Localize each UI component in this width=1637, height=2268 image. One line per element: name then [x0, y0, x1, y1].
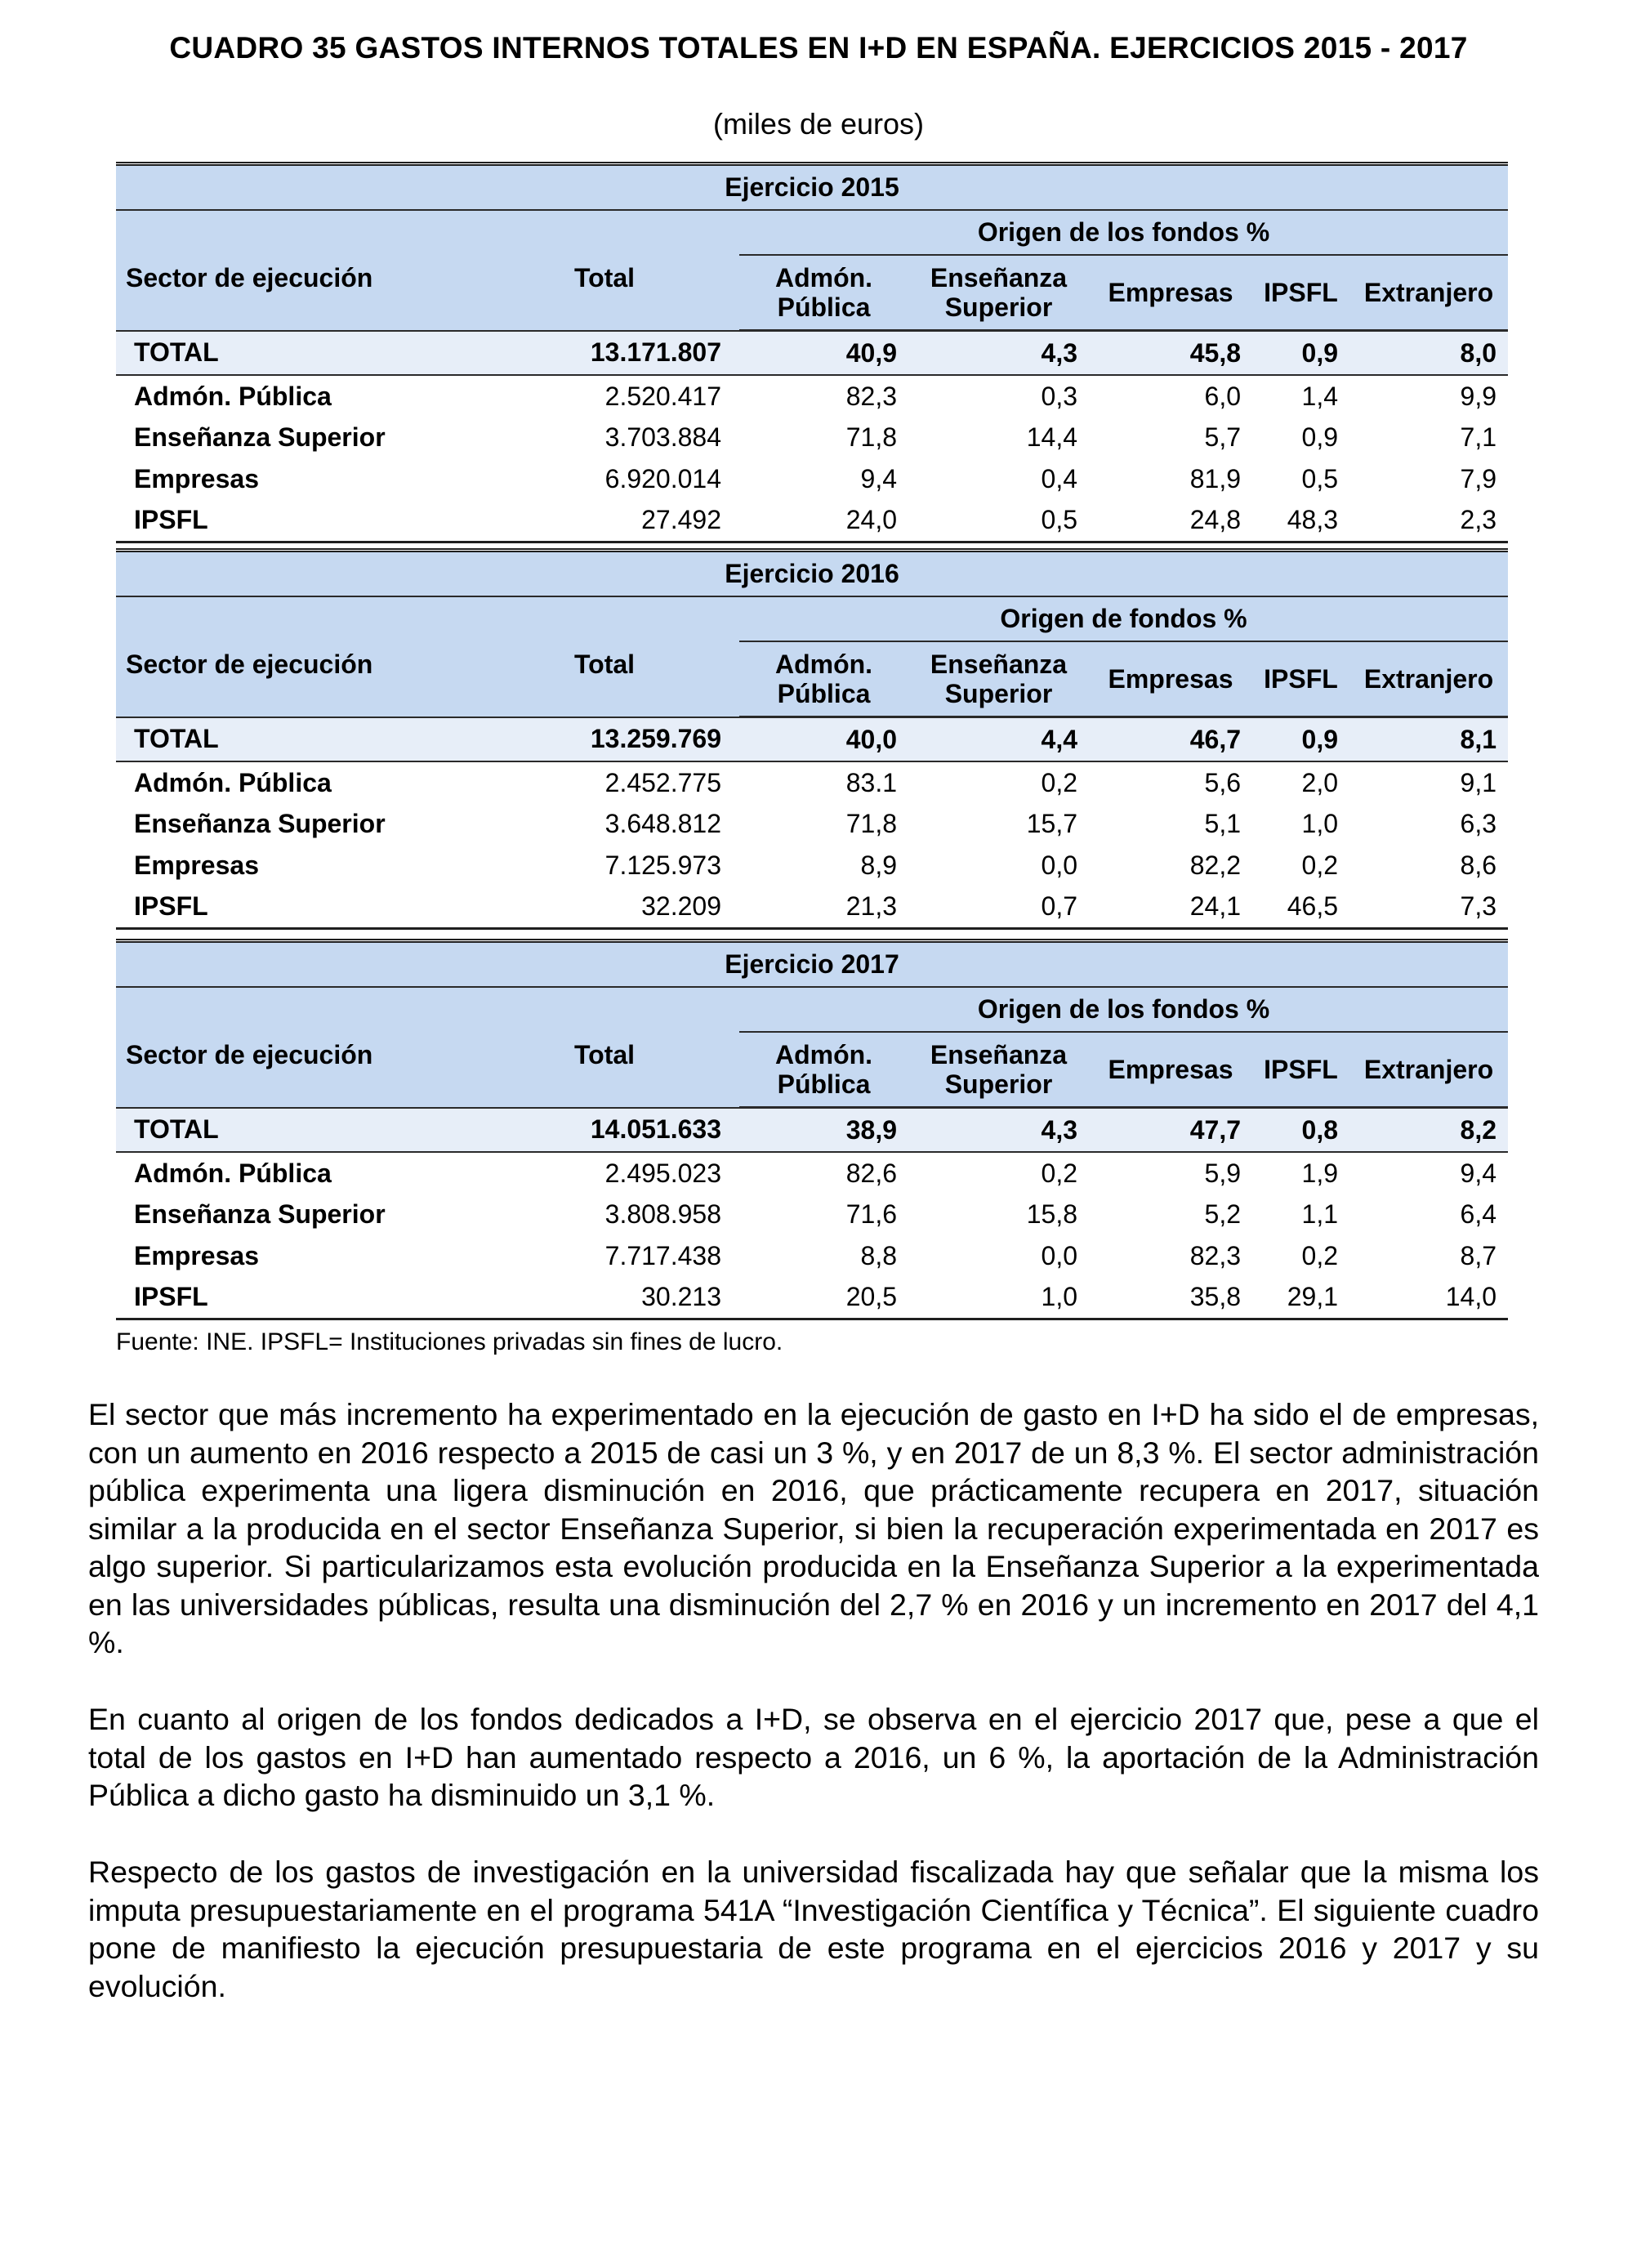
- ensenanza-superior-column-header: Enseñanza Superior: [908, 1032, 1089, 1108]
- year-header: Ejercicio 2017: [116, 941, 1508, 988]
- paragraph-3: Respecto de los gastos de investigación en la universidad fiscalizada hay que señalar que la misma los imputa presupuestariamente en el programa 541A “Investigación Científica y Técnica”. El siguiente cuadro pone de manifiesto la ejecución presupuestaria de este programa en el ejercicios 2016 y 2017 y su evolución.: [88, 1855, 1539, 2003]
- table-cell: 20,5: [739, 1277, 908, 1319]
- table-cell: 6.920.014: [604, 463, 721, 493]
- table-cell: 1,9: [1301, 1158, 1338, 1188]
- table-cell: 2.495.023: [604, 1158, 721, 1188]
- table-cell: 14.051.633: [470, 1108, 739, 1153]
- table-cell: 2,3: [1349, 500, 1508, 542]
- table-cell: TOTAL: [116, 717, 470, 762]
- table-cell: 46,5: [1252, 886, 1349, 929]
- table-cell: 21,3: [739, 886, 908, 929]
- admon-publica-column-header: Admón. Pública: [739, 641, 908, 717]
- page-title: CUADRO 35 GASTOS INTERNOS TOTALES EN I+D EN ESPAÑA. EJERCICIOS 2015 - 2017: [169, 31, 1468, 65]
- table-cell: 6,0: [1204, 381, 1241, 411]
- table-cell: 0,3: [1041, 381, 1077, 411]
- table-cell: Admón. Pública: [134, 767, 332, 797]
- table-cell: 0,4: [1041, 463, 1077, 493]
- table-cell: 82,3: [845, 381, 897, 411]
- sector-column-header: Sector de ejecución: [116, 987, 470, 1108]
- table-cell: 8,2: [1349, 1108, 1508, 1153]
- table-cell: 82,2: [1189, 850, 1241, 880]
- table-cell: 8,1: [1349, 717, 1508, 762]
- table-ejercicio-2016: [116, 548, 1508, 930]
- table-cell: 9,4: [1460, 1158, 1497, 1188]
- table-cell: IPSFL: [116, 886, 470, 929]
- table-cell: 3.808.958: [604, 1199, 721, 1230]
- table-cell: Empresas: [134, 850, 259, 880]
- total-column-header: Total: [470, 987, 739, 1108]
- table-cell: 2.520.417: [604, 381, 721, 411]
- admon-publica-column-header: Admón. Pública: [739, 255, 908, 331]
- table-cell: 45,8: [1089, 331, 1252, 376]
- table-cell: 1,0: [1301, 809, 1338, 839]
- table-cell: 13.259.769: [470, 717, 739, 762]
- empresas-column-header: Empresas: [1089, 1032, 1252, 1108]
- table-cell: Admón. Pública: [134, 381, 332, 411]
- table-cell: 0,2: [1041, 767, 1077, 797]
- table-cell: 8,0: [1349, 331, 1508, 376]
- table-cell: 7.717.438: [604, 1240, 721, 1270]
- table-cell: 47,7: [1089, 1108, 1252, 1153]
- table-cell: 5,9: [1204, 1158, 1241, 1188]
- table-row: [116, 886, 1508, 929]
- table-cell: 30.213: [470, 1277, 739, 1319]
- table-cell: 82,3: [1189, 1240, 1241, 1270]
- table-row: [116, 375, 1508, 417]
- table-cell: 0,9: [1252, 717, 1349, 762]
- table-cell: 83.1: [845, 767, 897, 797]
- table-cell: 0,5: [1301, 463, 1338, 493]
- table-cell: Enseñanza Superior: [134, 809, 386, 839]
- table-row: [116, 1235, 1508, 1277]
- data-table: [116, 162, 1508, 543]
- table-row: [116, 458, 1508, 500]
- source-note: Fuente: INE. IPSFL= Instituciones privadas sin fines de lucro.: [116, 1328, 783, 1355]
- table-cell: 7,1: [1460, 422, 1497, 453]
- table-cell: 0,2: [1301, 850, 1338, 880]
- table-cell: 82,6: [845, 1158, 897, 1188]
- table-cell: 0,5: [908, 500, 1089, 542]
- origin-header: Origen de los fondos %: [739, 987, 1508, 1032]
- table-cell: 71,6: [845, 1199, 897, 1230]
- table-ejercicio-2015: [116, 162, 1508, 543]
- table-cell: 6,4: [1460, 1199, 1497, 1230]
- origin-header: Origen de fondos %: [739, 596, 1508, 641]
- table-cell: 14,0: [1349, 1277, 1508, 1319]
- table-cell: 15,7: [1026, 809, 1077, 839]
- table-row: [116, 761, 1508, 804]
- table-cell: 46,7: [1089, 717, 1252, 762]
- table-cell: 8,9: [860, 850, 897, 880]
- year-header: Ejercicio 2016: [116, 551, 1508, 597]
- table-row: [116, 804, 1508, 846]
- table-cell: 13.171.807: [470, 331, 739, 376]
- sector-column-header: Sector de ejecución: [116, 210, 470, 331]
- table-cell: 7,3: [1349, 886, 1508, 929]
- paragraph-1: El sector que más incremento ha experimentado en la ejecución de gasto en I+D ha sido el de empresas, con un aumento en 2016 respecto a 2015 de casi un 3 %, y en 2017 de un 8,3 %. El sector administración pública experimenta una ligera disminución en 2016, que prácticamente recupera en 2017, situación similar a la producida en el sector Enseñanza Superior, si bien la recuperación experimentada en 2017 es algo superior. Si particularizamos esta evolución producida en la Enseñanza Superior a la experimentada en las universidades públicas, resulta una disminución del 2,7 % en 2016 y un incremento en 2017 del 4,1 %.: [88, 1397, 1539, 1659]
- table-cell: 3.648.812: [604, 809, 721, 839]
- table-cell: 7,9: [1460, 463, 1497, 493]
- table-cell: 71,8: [845, 809, 897, 839]
- table-cell: 32.209: [470, 886, 739, 929]
- year-header: Ejercicio 2015: [116, 164, 1508, 211]
- extranjero-column-header: Extranjero: [1349, 1032, 1508, 1108]
- table-cell: 5,2: [1204, 1199, 1241, 1230]
- table-total-row: [116, 331, 1508, 376]
- table-cell: 0,2: [1041, 1158, 1077, 1188]
- empresas-column-header: Empresas: [1089, 641, 1252, 717]
- table-cell: 5,7: [1204, 422, 1241, 453]
- page-subtitle: (miles de euros): [712, 107, 925, 141]
- table-cell: TOTAL: [116, 1108, 470, 1153]
- table-cell: 29,1: [1252, 1277, 1349, 1319]
- ensenanza-superior-column-header: Enseñanza Superior: [908, 641, 1089, 717]
- empresas-column-header: Empresas: [1089, 255, 1252, 331]
- table-cell: 9,9: [1460, 381, 1497, 411]
- table-total-row: [116, 1108, 1508, 1153]
- paragraph-2: En cuanto al origen de los fondos dedicados a I+D, se observa en el ejercicio 2017 que, pese a que el total de los gastos en I+D han aumentado respecto a 2016, un 6 %, la aportación de la Administración Pública a dicho gasto ha disminuido un 3,1 %.: [88, 1702, 1539, 1812]
- table-cell: 8,8: [860, 1240, 897, 1270]
- table-cell: 0,8: [1252, 1108, 1349, 1153]
- table-cell: 4,4: [908, 717, 1089, 762]
- table-cell: 24,8: [1089, 500, 1252, 542]
- table-cell: IPSFL: [116, 1277, 470, 1319]
- table-cell: 0,0: [1041, 850, 1077, 880]
- table-cell: 6,3: [1460, 809, 1497, 839]
- table-row: [116, 417, 1508, 459]
- table-cell: 1,0: [908, 1277, 1089, 1319]
- data-table: [116, 548, 1508, 930]
- table-cell: Empresas: [134, 1240, 259, 1270]
- table-cell: TOTAL: [116, 331, 470, 376]
- table-ejercicio-2017: [116, 939, 1508, 1320]
- table-cell: 2,0: [1301, 767, 1338, 797]
- ipsfl-column-header: IPSFL: [1252, 641, 1349, 717]
- table-cell: Enseñanza Superior: [134, 1199, 386, 1230]
- table-cell: 71,8: [845, 422, 897, 453]
- sector-column-header: Sector de ejecución: [116, 596, 470, 717]
- table-cell: 5,6: [1204, 767, 1241, 797]
- ipsfl-column-header: IPSFL: [1252, 1032, 1349, 1108]
- table-cell: 7.125.973: [604, 850, 721, 880]
- ipsfl-column-header: IPSFL: [1252, 255, 1349, 331]
- table-cell: 2.452.775: [604, 767, 721, 797]
- table-total-row: [116, 717, 1508, 762]
- table-cell: 40,0: [739, 717, 908, 762]
- table-cell: 0,7: [908, 886, 1089, 929]
- table-cell: 40,9: [739, 331, 908, 376]
- table-cell: 8,7: [1460, 1240, 1497, 1270]
- table-cell: 15,8: [1026, 1199, 1077, 1230]
- table-cell: IPSFL: [116, 500, 470, 542]
- table-cell: 4,3: [908, 1108, 1089, 1153]
- table-row: [116, 1277, 1508, 1319]
- table-cell: Empresas: [134, 463, 259, 493]
- table-cell: 38,9: [739, 1108, 908, 1153]
- table-cell: 14,4: [1026, 422, 1077, 453]
- table-cell: 0,0: [1041, 1240, 1077, 1270]
- total-column-header: Total: [470, 596, 739, 717]
- admon-publica-column-header: Admón. Pública: [739, 1032, 908, 1108]
- table-cell: 4,3: [908, 331, 1089, 376]
- data-table: [116, 939, 1508, 1320]
- table-cell: 0,2: [1301, 1240, 1338, 1270]
- table-cell: 48,3: [1252, 500, 1349, 542]
- table-cell: 81,9: [1189, 463, 1241, 493]
- table-cell: 24,0: [739, 500, 908, 542]
- table-cell: 3.703.884: [604, 422, 721, 453]
- ensenanza-superior-column-header: Enseñanza Superior: [908, 255, 1089, 331]
- table-row: [116, 1152, 1508, 1194]
- total-column-header: Total: [470, 210, 739, 331]
- table-cell: Enseñanza Superior: [134, 422, 386, 453]
- table-cell: 27.492: [470, 500, 739, 542]
- table-cell: 1,4: [1301, 381, 1338, 411]
- extranjero-column-header: Extranjero: [1349, 641, 1508, 717]
- table-cell: 24,1: [1089, 886, 1252, 929]
- table-cell: 1,1: [1301, 1199, 1338, 1230]
- table-cell: 5,1: [1204, 809, 1241, 839]
- extranjero-column-header: Extranjero: [1349, 255, 1508, 331]
- table-cell: Admón. Pública: [134, 1158, 332, 1188]
- table-cell: 8,6: [1460, 850, 1497, 880]
- table-cell: 0,9: [1252, 331, 1349, 376]
- table-cell: 9,4: [860, 463, 897, 493]
- origin-header: Origen de los fondos %: [739, 210, 1508, 255]
- table-cell: 0,9: [1301, 422, 1338, 453]
- table-row: [116, 845, 1508, 886]
- table-cell: 9,1: [1460, 767, 1497, 797]
- table-row: [116, 1194, 1508, 1236]
- table-cell: 35,8: [1089, 1277, 1252, 1319]
- table-row: [116, 500, 1508, 542]
